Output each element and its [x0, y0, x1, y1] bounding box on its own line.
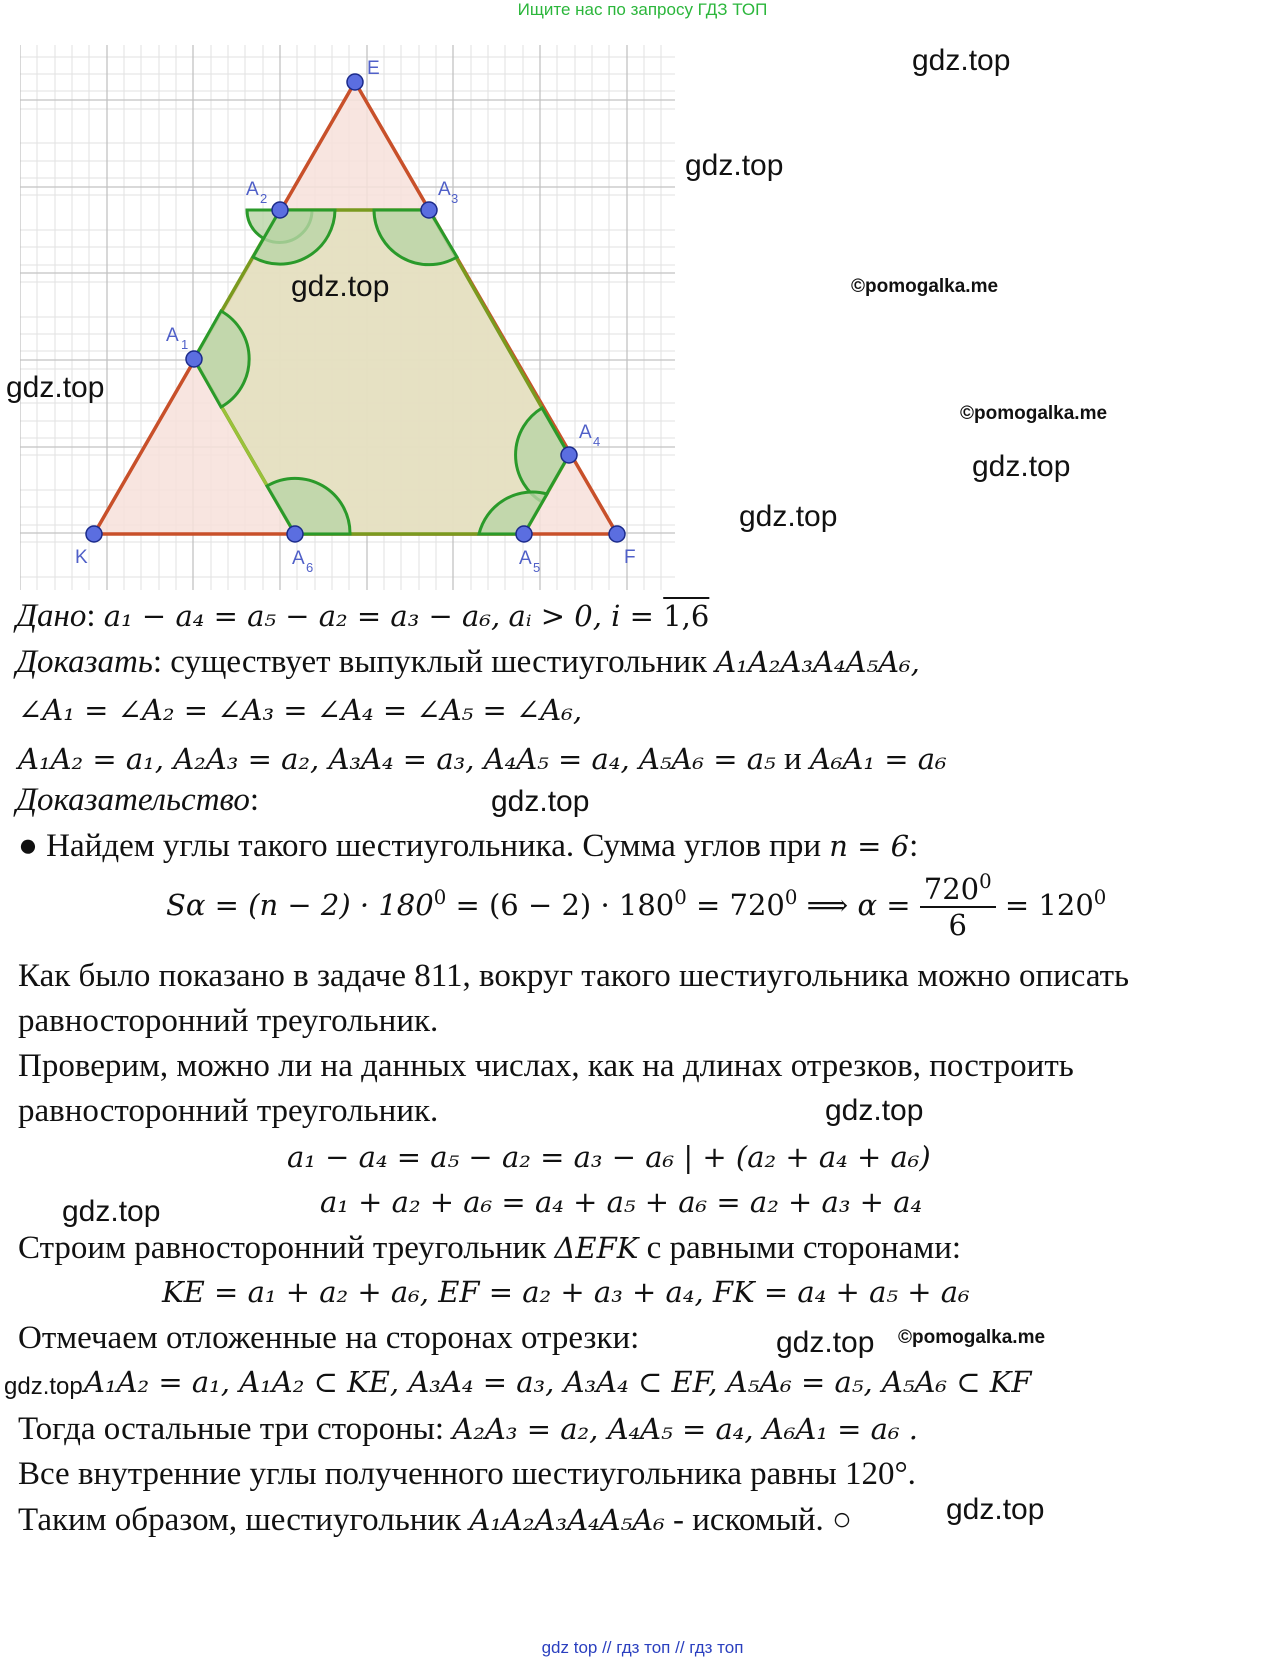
prove-sides-1: A₁A₂ = a₁, A₂A₃ = a₂, A₃A₄ = a₃, A₄A₅ = a₄, A₅A₆ = a₅: [18, 742, 776, 776]
sup: 0: [1093, 886, 1107, 910]
given-equation: a₁ − a₄ = a₅ − a₂ = a₃ − a₆,: [103, 599, 501, 633]
p3-triangle: ΔEFK: [554, 1231, 639, 1265]
bullet-line: ● Найдем углы такого шестиугольника. Сумма углов при n = 6:: [18, 828, 919, 864]
point-a1: [186, 351, 202, 367]
prove-hexagon: A₁A₂A₃A₄A₅A₆,: [715, 645, 920, 679]
prove-text: : существует выпуклый шестиугольник: [152, 644, 716, 680]
angle-sum-formula: [166, 872, 1106, 942]
formula-left: Sα = (n − 2) · 180: [166, 888, 434, 922]
label-a5: A: [519, 548, 532, 569]
point-f: [609, 526, 625, 542]
watermark: gdz.top: [685, 149, 784, 182]
footer-links[interactable]: gdz top // гдз топ // гдз топ: [541, 1638, 744, 1657]
fraction: [920, 872, 996, 942]
proof-label-line: Доказательство:: [16, 782, 260, 818]
prove-and: и: [775, 741, 810, 777]
frac-num: 720: [923, 872, 980, 906]
paragraph-line: Проверим, можно ли на данных числах, как на длинах отрезков, построить: [18, 1048, 1074, 1084]
bullet-n: n = 6: [829, 829, 910, 863]
point-a3: [421, 202, 437, 218]
p3-rest: с равными сторонами:: [638, 1230, 962, 1266]
sup: 0: [979, 870, 992, 894]
frac-den: 6: [948, 908, 967, 942]
point-a6: [287, 526, 303, 542]
copyright: ©pomogalka.me: [898, 1327, 1046, 1348]
prove-sides-2: A₆A₁ = a₆: [809, 742, 947, 776]
given-label: Дано: [16, 598, 87, 634]
label-k: K: [75, 547, 88, 568]
svg-text:2: 2: [260, 191, 268, 206]
svg-text:6: 6: [306, 560, 314, 575]
prove-angles: ∠A₁ = ∠A₂ = ∠A₃ = ∠A₄ = ∠A₅ = ∠A₆,: [18, 693, 583, 727]
formula-mid: = (6 − 2) · 180: [446, 888, 675, 922]
paragraph-line: Отмечаем отложенные на сторонах отрезки:: [18, 1320, 640, 1356]
watermark: gdz.top: [4, 1373, 83, 1400]
prove-label: Доказать: [16, 644, 153, 680]
svg-text:4: 4: [593, 434, 601, 449]
label-e: E: [367, 58, 380, 79]
p7-text: Таким образом, шестиугольник: [18, 1502, 470, 1538]
point-a5: [516, 526, 532, 542]
prove-line: [16, 644, 920, 681]
watermark: gdz.top: [776, 1326, 875, 1359]
given-line: Дано: a₁ − a₄ = a₅ − a₂ = a₃ − a₆, aᵢ > 0, i = 1,6: [16, 598, 710, 634]
prove-sides: [18, 741, 947, 778]
watermark: gdz.top: [491, 785, 590, 818]
sides-equation: KE = a₁ + a₂ + a₆, EF = a₂ + a₃ + a₄, FK = a₄ + a₅ + a₆: [162, 1275, 970, 1309]
paragraph-line: [18, 1230, 961, 1267]
paragraph-line: Как было показано в задаче 811, вокруг такого шестиугольника можно описать: [18, 958, 1130, 994]
paragraph-line: Все внутренние углы полученного шестиугольника равны 120°.: [18, 1456, 916, 1492]
svg-text:3: 3: [451, 191, 459, 206]
point-k: [86, 526, 102, 542]
label-a3: A: [438, 179, 451, 200]
watermark: gdz.top: [946, 1493, 1045, 1526]
watermark: gdz.top: [825, 1094, 924, 1127]
sup: 0: [674, 886, 687, 910]
label-f: F: [624, 547, 636, 568]
copyright: ©pomogalka.me: [960, 403, 1108, 424]
point-a2: [272, 202, 288, 218]
sup: 0: [433, 886, 447, 910]
given-range: 1,6: [663, 599, 710, 633]
point-e: [347, 74, 363, 90]
p3-text: Строим равносторонний треугольник: [18, 1230, 555, 1266]
watermark: gdz.top: [739, 500, 838, 533]
segments-equation: A₁A₂ = a₁, A₁A₂ ⊂ KE, A₃A₄ = a₃, A₃A₄ ⊂ EF, A₅A₆ = a₅, A₅A₆ ⊂ KF: [84, 1365, 1032, 1399]
watermark: gdz.top: [6, 371, 105, 404]
top-banner[interactable]: Ищите нас по запросу ГДЗ ТОП: [517, 0, 768, 19]
paragraph-line: [18, 1411, 918, 1448]
geometry-figure: [20, 45, 680, 595]
watermark: gdz.top: [972, 450, 1071, 483]
label-a4: A: [579, 422, 592, 443]
watermark: gdz.top: [291, 270, 390, 303]
paragraph-line: равносторонний треугольник.: [18, 1003, 439, 1039]
svg-text:1: 1: [181, 337, 189, 352]
copyright: ©pomogalka.me: [851, 276, 999, 297]
watermark: gdz.top: [62, 1195, 161, 1228]
formula-mid2: = 720: [686, 888, 785, 922]
p7-end: - искомый. ○: [664, 1502, 852, 1538]
p5-text: Тогда остальные три стороны:: [18, 1411, 453, 1447]
proof-label: Доказательство: [16, 782, 250, 818]
point-a4: [561, 447, 577, 463]
paragraph-line: [18, 1502, 852, 1539]
formula-right: = 120: [995, 888, 1094, 922]
watermark: gdz.top: [912, 44, 1011, 77]
label-a1: A: [166, 325, 179, 346]
sup: 0: [784, 886, 798, 910]
p7-math: A₁A₂A₃A₄A₅A₆: [469, 1503, 665, 1537]
given-condition: aᵢ > 0, i =: [508, 599, 664, 633]
label-a6: A: [292, 548, 305, 569]
equation-2: a₁ + a₂ + a₆ = a₄ + a₅ + a₆ = a₂ + a₃ + a₄: [320, 1185, 923, 1219]
equation-1: a₁ − a₄ = a₅ − a₂ = a₃ − a₆ | + (a₂ + a₄ + a₆): [287, 1140, 931, 1174]
p5-math: A₂A₃ = a₂, A₄A₅ = a₄, A₆A₁ = a₆ .: [452, 1412, 919, 1446]
label-a2: A: [246, 179, 259, 200]
paragraph-line: равносторонний треугольник.: [18, 1093, 439, 1129]
svg-text:5: 5: [533, 560, 541, 575]
formula-arrow: ⟹ α =: [797, 888, 920, 922]
bullet-text: ● Найдем углы такого шестиугольника. Сумма углов при: [18, 828, 830, 864]
